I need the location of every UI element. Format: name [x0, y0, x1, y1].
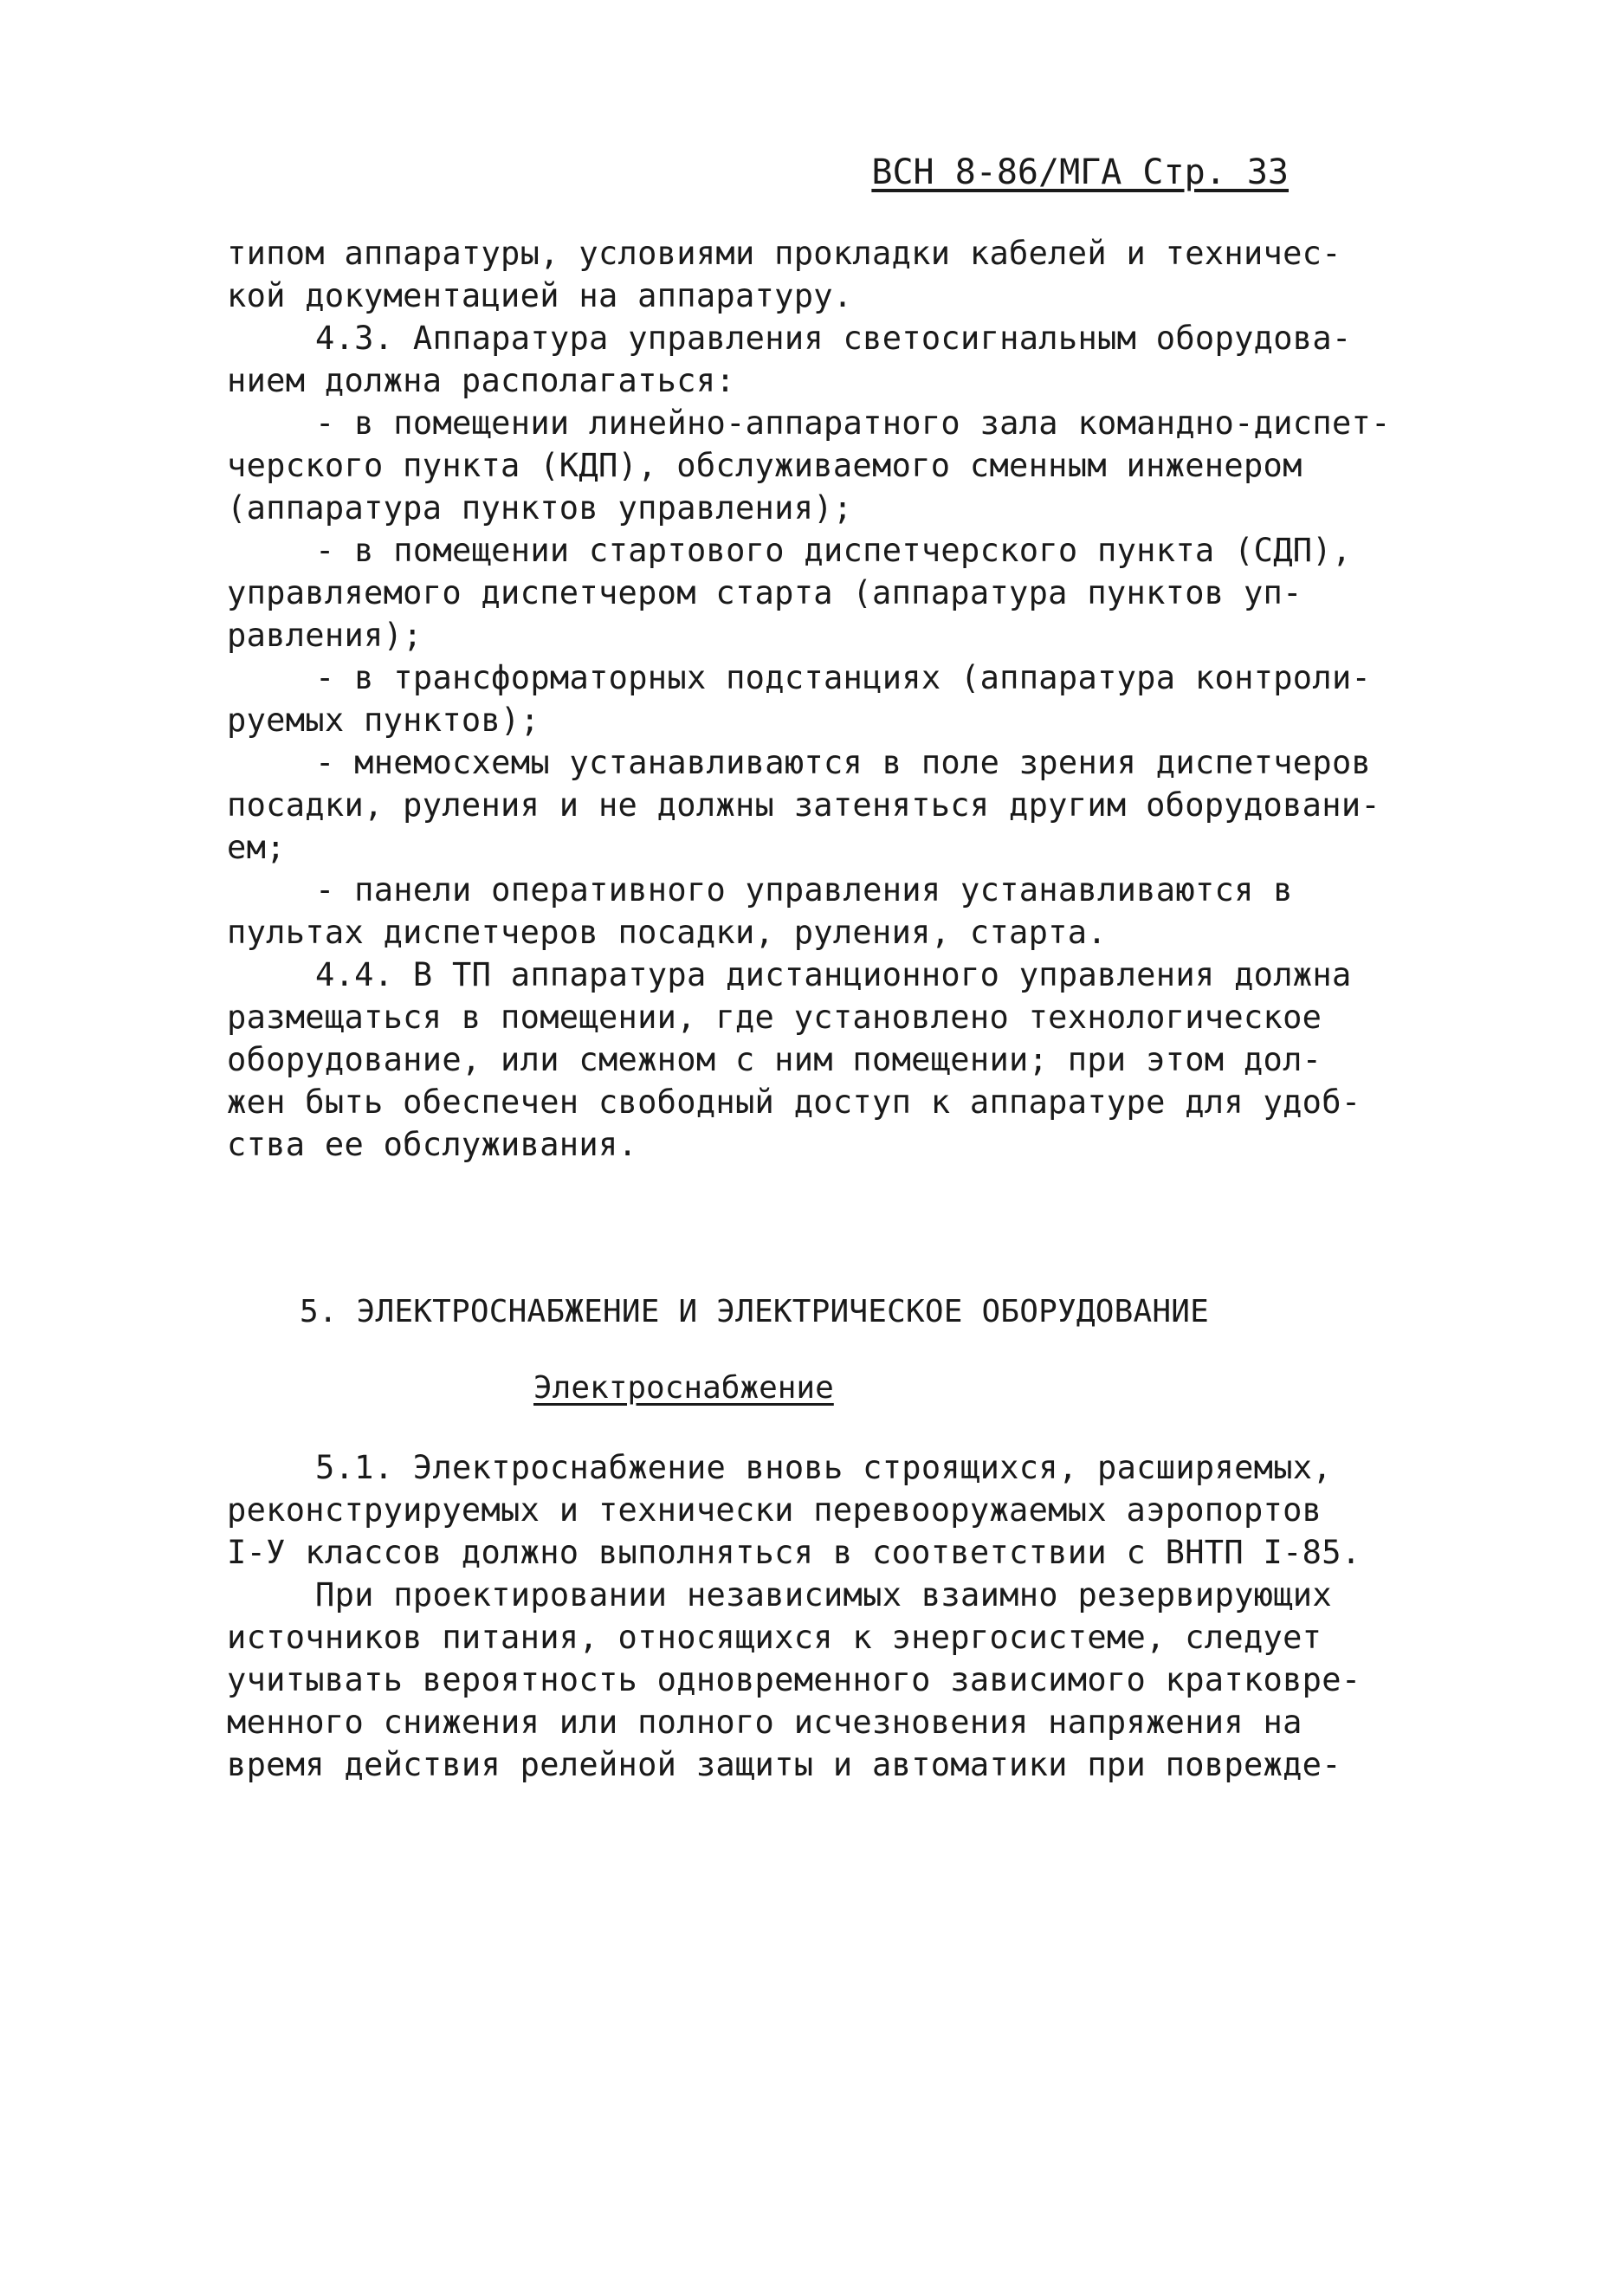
- text-line: источников питания, относящихся к энергосистеме, следует: [227, 1619, 1322, 1656]
- text-line: (аппаратура пунктов управления);: [227, 489, 853, 527]
- paragraph-4-4: 4.4. В ТП аппаратура дистанционного управления должна: [315, 956, 1352, 993]
- text-line: черского пункта (КДП), обслуживаемого сменным инженером: [227, 447, 1302, 484]
- text-line: ем;: [227, 829, 286, 866]
- text-line: посадки, руления и не должны затеняться другим оборудовани-: [227, 786, 1380, 824]
- text-line: равления);: [227, 617, 423, 654]
- text-line: жен быть обеспечен свободный доступ к аппаратуре для удоб-: [227, 1083, 1361, 1121]
- text-line: ства ее обслуживания.: [227, 1126, 638, 1163]
- list-item: - в трансформаторных подстанциях (аппаратура контроли-: [315, 659, 1372, 696]
- paragraph-line: При проектировании независимых взаимно резервирующих: [315, 1576, 1332, 1614]
- text-line: руемых пунктов);: [227, 702, 540, 739]
- paragraph-5-1: 5.1. Электроснабжение вновь строящихся, расширяемых,: [315, 1449, 1332, 1486]
- paragraph-4-3: 4.3. Аппаратура управления светосигнальным оборудова-: [315, 320, 1352, 357]
- list-item: - панели оперативного управления устанавливаются в: [315, 871, 1293, 909]
- text-block-bottom: [227, 1446, 1361, 1786]
- text-line: размещаться в помещении, где установлено технологическое: [227, 999, 1322, 1036]
- text-line: типом аппаратуры, условиями прокладки кабелей и техничес-: [227, 235, 1341, 272]
- text-line: оборудование, или смежном с ним помещении; при этом дол-: [227, 1041, 1322, 1078]
- text-line: I-У классов должно выполняться в соответствии с ВНТП I-85.: [227, 1534, 1361, 1571]
- list-item: - в помещении стартового диспетчерского пункта (СДП),: [315, 532, 1352, 569]
- list-item: - мнемосхемы устанавливаются в поле зрения диспетчеров: [315, 744, 1372, 781]
- text-line: реконструируемых и технически перевооружаемых аэропортов: [227, 1491, 1322, 1529]
- text-block-top: [227, 232, 1391, 1166]
- text-line: нием должна располагаться:: [227, 362, 735, 399]
- page-header-reference: ВСН 8-86/МГА Стр. 33: [871, 152, 1289, 192]
- section-heading: 5. ЭЛЕКТРОСНАБЖЕНИЕ И ЭЛЕКТРИЧЕСКОЕ ОБОРУДОВАНИЕ: [300, 1294, 1209, 1329]
- text-line: пультах диспетчеров посадки, руления, старта.: [227, 914, 1107, 951]
- subsection-heading: Электроснабжение: [533, 1370, 834, 1406]
- text-line: управляемого диспетчером старта (аппаратура пунктов уп-: [227, 574, 1302, 611]
- text-line: время действия релейной защиты и автоматики при поврежде-: [227, 1746, 1341, 1783]
- text-line: учитывать вероятность одновременного зависимого кратковре-: [227, 1661, 1361, 1698]
- text-line: менного снижения или полного исчезновения напряжения на: [227, 1704, 1302, 1741]
- text-line: кой документацией на аппаратуру.: [227, 277, 853, 314]
- list-item: - в помещении линейно-аппаратного зала командно-диспет-: [315, 404, 1391, 442]
